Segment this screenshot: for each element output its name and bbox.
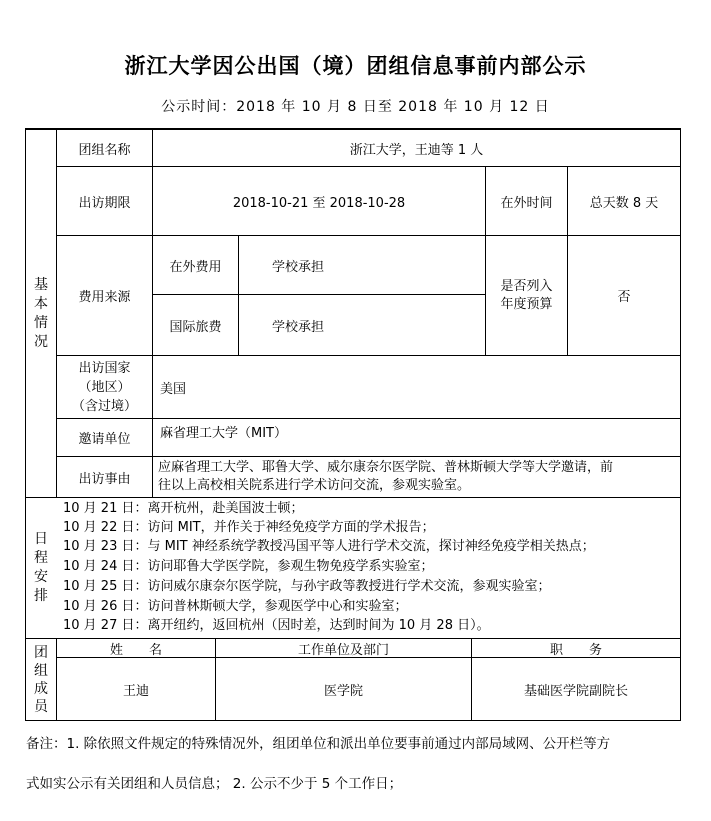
section-char: 员 <box>34 698 48 715</box>
budget-label <box>486 236 567 355</box>
inviter-value: 麻省理工大学（MIT） <box>160 426 287 441</box>
abroad-time-value: 总天数 8 天 <box>589 195 659 211</box>
purpose-value <box>158 457 680 497</box>
schedule-item: 10 月 24 日：访问耶鲁大学医学院，参观生物免疫学系实验室； <box>63 559 434 574</box>
section-char: 情 <box>34 314 48 331</box>
section-char: 基 <box>34 276 48 293</box>
schedule-item: 10 月 23 日：与 MIT 神经系统学教授冯国平等人进行学术交流，探讨神经免疫学相关热点； <box>63 539 595 554</box>
page-title: 浙江大学因公出国（境）团组信息事前内部公示 <box>124 54 587 78</box>
section-char: 成 <box>34 680 48 697</box>
section-char: 排 <box>34 588 48 604</box>
purpose-label: 出访事由 <box>78 471 131 487</box>
footer-note-line: 式如实公示有关团组和人员信息； 2. 公示不少于 5 个工作日； <box>26 776 403 792</box>
schedule-item: 10 月 26 日：访问普林斯顿大学，参观医学中心和实验室； <box>63 599 408 614</box>
abroad-time-label: 在外时间 <box>500 195 553 211</box>
inviter-label: 邀请单位 <box>78 432 131 447</box>
country-label-line: （地区） <box>78 379 131 395</box>
funding-label: 费用来源 <box>78 290 131 305</box>
country-label <box>57 356 152 418</box>
schedule-item: 10 月 25 日：访问威尔康奈尔医学院，与孙宇政等教授进行学术交流，参观实验室； <box>63 579 551 594</box>
section-char: 日 <box>34 531 48 547</box>
schedule-item: 10 月 22 日：访问 MIT，并作关于神经免疫学方面的学术报告； <box>63 520 435 535</box>
budget-value: 否 <box>617 290 631 305</box>
member-position: 基础医学院副院长 <box>523 683 628 699</box>
members-header-position: 职 务 <box>549 642 602 658</box>
budget-label-line: 年度预算 <box>500 296 553 312</box>
section-char: 本 <box>34 295 48 312</box>
period-label: 出访期限 <box>78 195 131 211</box>
schedule-item: 10 月 27 日：离开纽约，返回杭州（因时差，达到时间为 10 月 28 日）。 <box>63 618 490 633</box>
country-label-line: 出访国家 <box>78 360 131 376</box>
funding-item-label: 在外费用 <box>169 259 222 275</box>
funding-item-value: 学校承担 <box>272 259 325 275</box>
period-value: 2018-10-21 至 2018-10-28 <box>232 195 406 211</box>
group-name-value: 浙江大学，王迪等 1 人 <box>349 142 484 158</box>
group-name-label: 团组名称 <box>78 142 131 158</box>
members-header-name: 姓 名 <box>109 642 162 658</box>
section-char: 安 <box>34 569 48 585</box>
purpose-line: 往以上高校相关院系进行学术访问交流，参观实验室。 <box>158 478 471 493</box>
purpose-line: 应麻省理工大学、耶鲁大学、威尔康奈尔医学院、普林斯顿大学等大学邀请，前 <box>158 460 614 475</box>
members-header-unit: 工作单位及部门 <box>297 642 389 658</box>
schedule-item: 10 月 21 日：离开杭州，赴美国波士顿； <box>63 501 304 516</box>
members-section-label <box>26 639 56 720</box>
country-value: 美国 <box>160 381 187 397</box>
footer-note-line: 备注：1. 除依照文件规定的特殊情况外，组团单位和派出单位要事前通过内部局域网、公开栏等方 <box>26 736 611 752</box>
funding-item-value: 学校承担 <box>272 319 325 335</box>
schedule-section-label <box>26 498 56 638</box>
funding-item-label: 国际旅费 <box>169 319 222 335</box>
member-unit: 医学院 <box>323 683 363 699</box>
section-char: 组 <box>34 662 48 679</box>
section-char: 团 <box>34 644 48 661</box>
budget-label-line: 是否列入 <box>500 278 553 294</box>
section-char: 程 <box>34 550 48 566</box>
country-label-line: （含过境） <box>71 398 137 414</box>
announcement-period: 公示时间：2018 年 10 月 8 日至 2018 年 10 月 12 日 <box>161 99 550 115</box>
basic-info-section-label <box>26 130 56 497</box>
member-name: 王迪 <box>122 683 149 699</box>
section-char: 况 <box>34 333 48 350</box>
